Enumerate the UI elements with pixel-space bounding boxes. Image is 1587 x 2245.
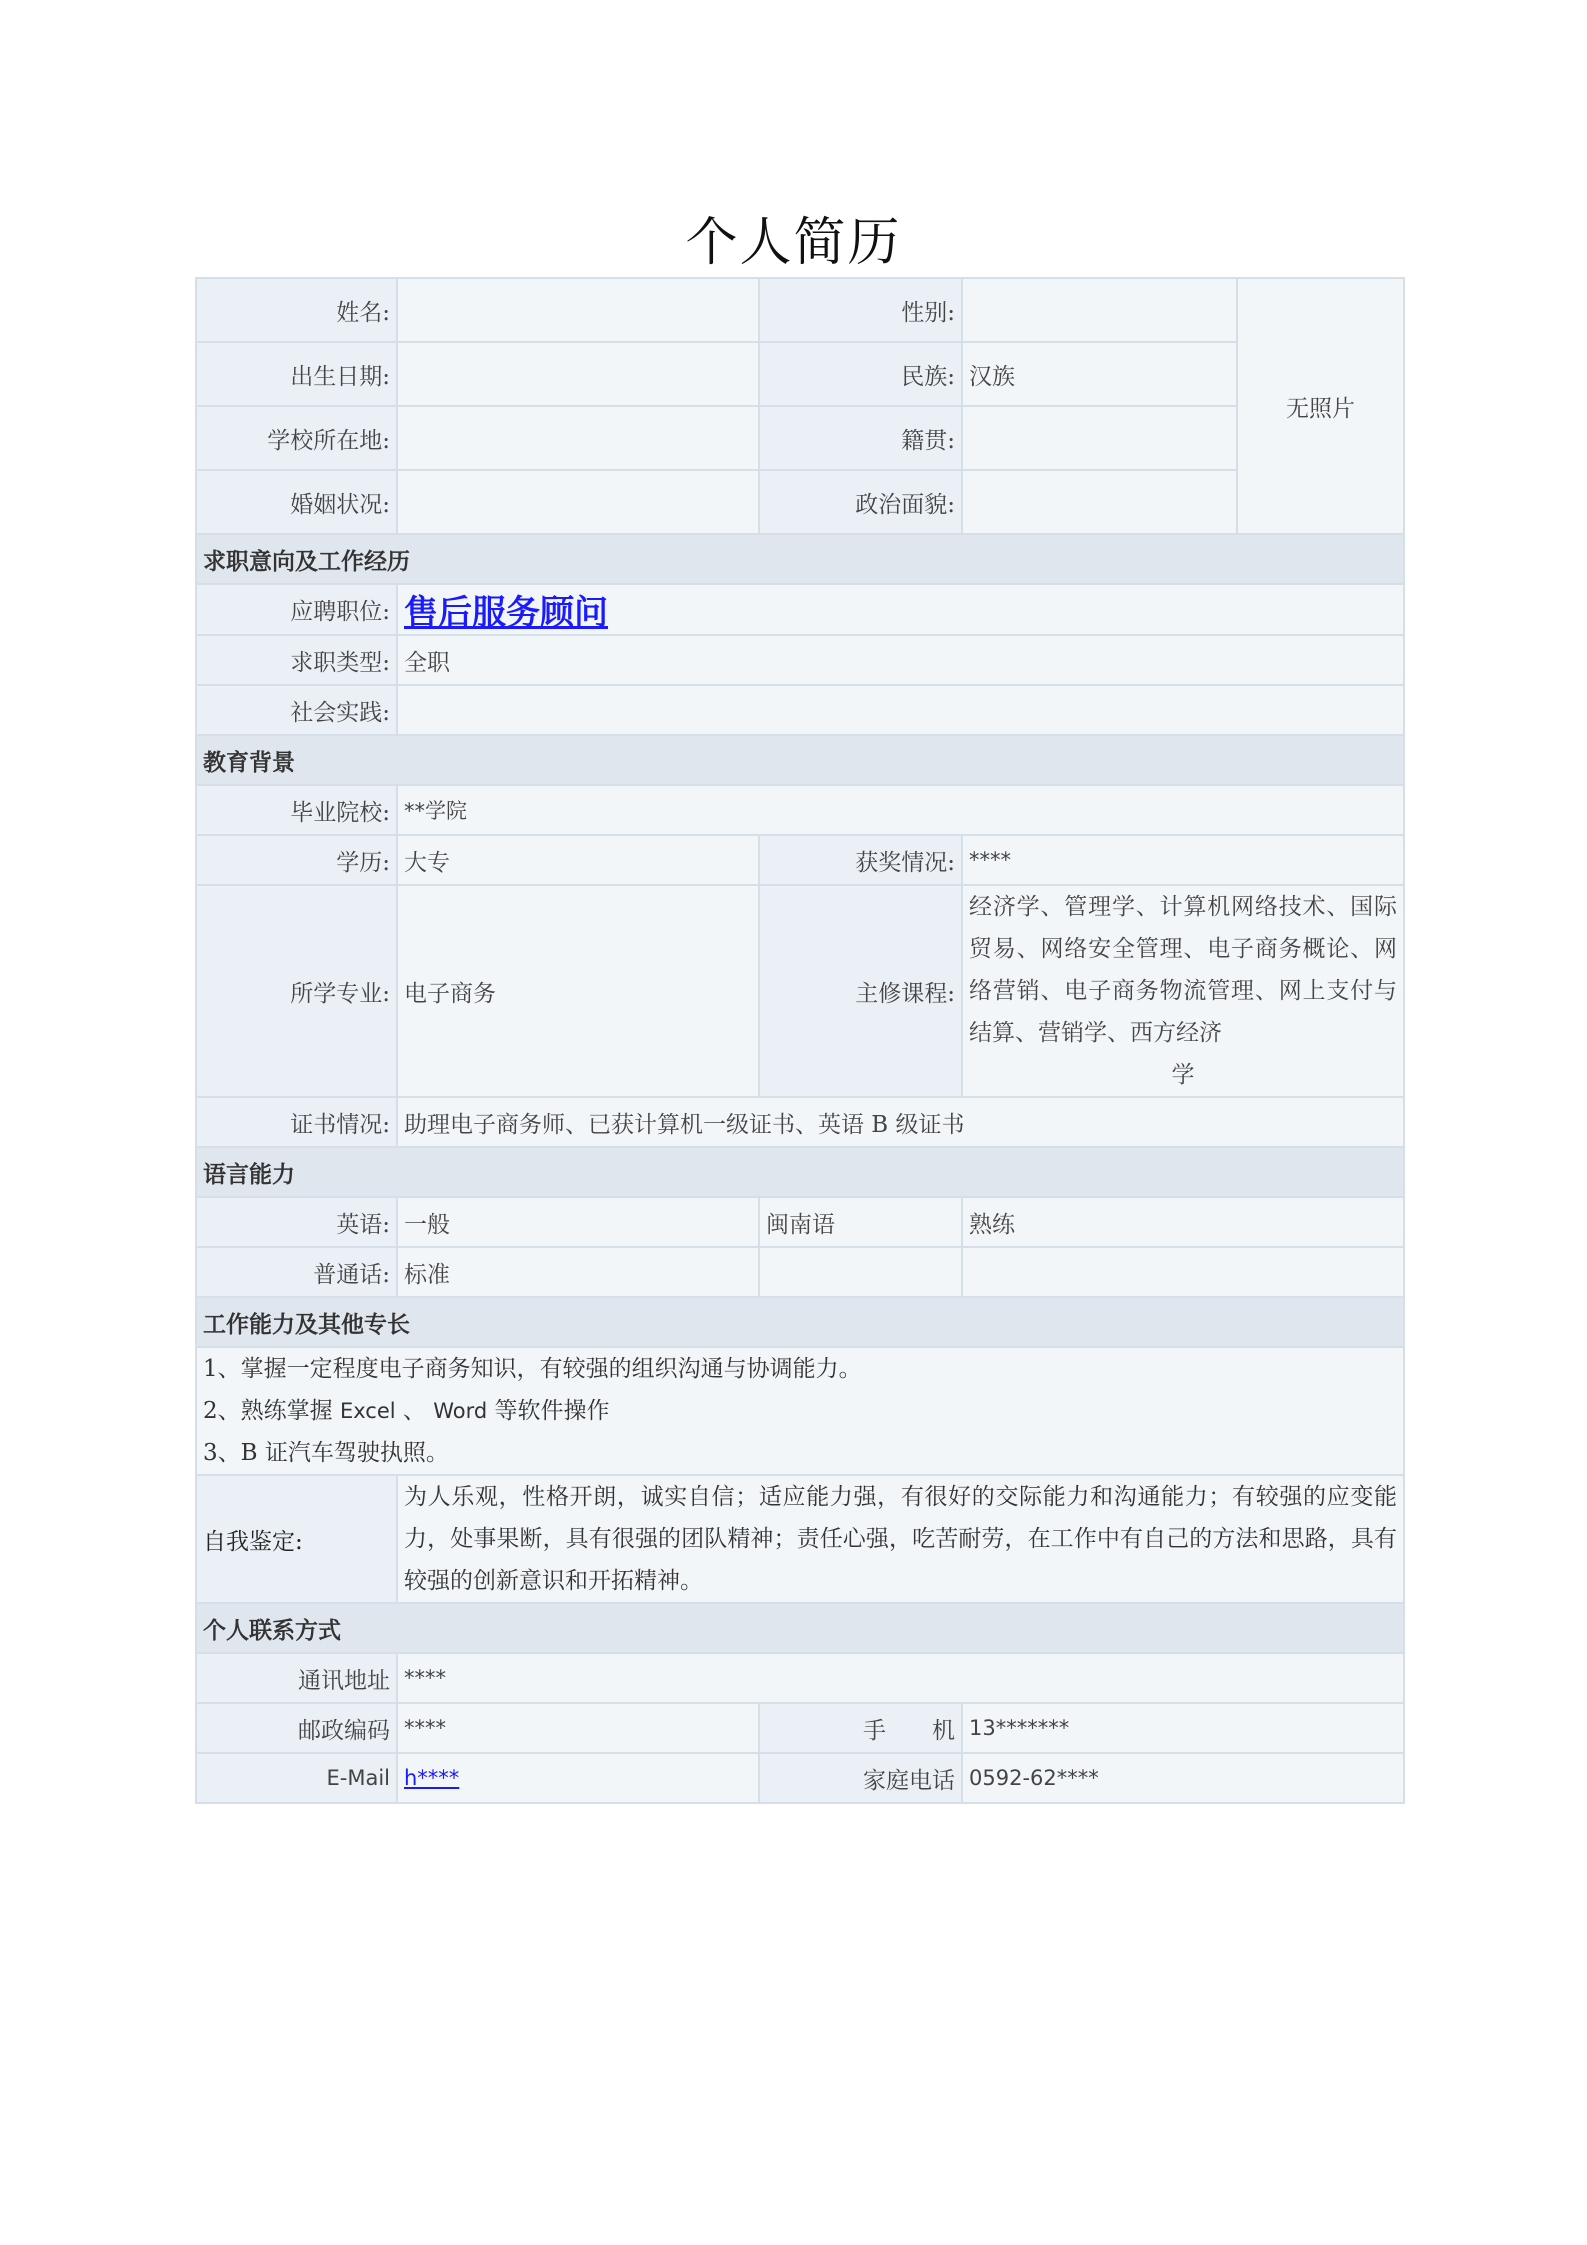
- row-school-location: [196, 406, 1404, 470]
- section-language: [196, 1147, 1404, 1197]
- address-label: 通讯地址: [196, 1653, 397, 1703]
- position-link[interactable]: 售后服务顾问: [404, 593, 608, 633]
- row-mandarin: [196, 1247, 1404, 1297]
- resume-table: [195, 277, 1405, 1804]
- row-school: [196, 785, 1404, 835]
- postcode-label: 邮政编码: [196, 1703, 397, 1753]
- name-label: 姓名:: [196, 278, 397, 342]
- home-phone-value: [962, 1753, 1404, 1803]
- courses-value: [962, 885, 1404, 1097]
- section-title-contact: 个人联系方式: [196, 1603, 1404, 1653]
- origin-label: 籍贯:: [759, 406, 962, 470]
- origin-value: [962, 406, 1237, 470]
- minnan-value: 熟练: [962, 1197, 1404, 1247]
- home-phone-value-text: 0592-62****: [969, 1766, 1099, 1790]
- name-value: [397, 278, 759, 342]
- school-value: [397, 785, 1404, 835]
- position-cell: [397, 584, 1404, 635]
- courses-text-tail: 学: [1171, 1062, 1195, 1088]
- self-evaluation-title: 自我鉴定: [203, 1528, 295, 1555]
- self-evaluation-label: [196, 1475, 397, 1603]
- row-english: [196, 1197, 1404, 1247]
- row-certificate: [196, 1097, 1404, 1147]
- section-title-language: 语言能力: [196, 1147, 1404, 1197]
- english-label: 英语:: [196, 1197, 397, 1247]
- section-title-job: 求职意向及工作经历: [196, 534, 1404, 584]
- position-label: 应聘职位:: [196, 584, 397, 635]
- skill-item-2-suffix: 等软件操作: [487, 1398, 610, 1424]
- skill-item-2-prefix: 2、熟练掌握: [203, 1398, 340, 1424]
- degree-label: 学历:: [196, 835, 397, 885]
- school-value-text: **学院: [404, 799, 467, 823]
- row-practice: [196, 685, 1404, 735]
- marital-value: [397, 470, 759, 534]
- mobile-value-text: 13*******: [969, 1716, 1070, 1740]
- section-skills: [196, 1297, 1404, 1347]
- practice-value: [397, 685, 1404, 735]
- postcode-value: [397, 1703, 759, 1753]
- ethnic-value: 汉族: [962, 342, 1237, 406]
- political-label: 政治面貌:: [759, 470, 962, 534]
- marital-label: 婚姻状况:: [196, 470, 397, 534]
- section-title-skills: 工作能力及其他专长: [196, 1297, 1404, 1347]
- email-label: [196, 1753, 397, 1803]
- school-label: 毕业院校:: [196, 785, 397, 835]
- row-job-type: [196, 635, 1404, 685]
- empty-cell-b: [962, 1247, 1404, 1297]
- award-value: [962, 835, 1404, 885]
- skills-list: [196, 1347, 1404, 1475]
- empty-cell-a: [759, 1247, 962, 1297]
- major-value: 电子商务: [397, 885, 759, 1097]
- mobile-label: 手 机: [759, 1703, 962, 1753]
- row-self-evaluation: [196, 1475, 1404, 1603]
- award-value-text: ****: [969, 848, 1011, 872]
- row-name: [196, 278, 1404, 342]
- degree-value: 大专: [397, 835, 759, 885]
- courses-text: 经济学、管理学、计算机网络技术、国际贸易、网络安全管理、电子商务概论、网络营销、电子商务物流管理、网上支付与结算、营销学、西方经济: [969, 894, 1397, 1046]
- email-value: [397, 1753, 759, 1803]
- minnan-label: 闽南语: [759, 1197, 962, 1247]
- birth-value: [397, 342, 759, 406]
- practice-label: 社会实践:: [196, 685, 397, 735]
- skill-item-2: [203, 1390, 1397, 1432]
- address-value: [397, 1653, 1404, 1703]
- row-skills: [196, 1347, 1404, 1475]
- skill-item-1: 1、掌握一定程度电子商务知识，有较强的组织沟通与协调能力。: [203, 1356, 862, 1382]
- section-education: [196, 735, 1404, 785]
- courses-label: 主修课程:: [759, 885, 962, 1097]
- email-label-text: E-Mail: [326, 1766, 390, 1790]
- section-job: [196, 534, 1404, 584]
- row-marital: [196, 470, 1404, 534]
- job-type-label: 求职类型:: [196, 635, 397, 685]
- award-label: 获奖情况:: [759, 835, 962, 885]
- gender-value: [962, 278, 1237, 342]
- certificate-value: 助理电子商务师、已获计算机一级证书、英语 B 级证书: [397, 1097, 1404, 1147]
- skill-excel: Excel: [339, 1399, 396, 1423]
- page-title: 个人简历: [685, 213, 902, 273]
- skill-item-2-sep: 、: [395, 1398, 434, 1424]
- certificate-label: 证书情况:: [196, 1097, 397, 1147]
- photo-placeholder: 无照片: [1237, 278, 1404, 534]
- section-contact: [196, 1603, 1404, 1653]
- political-value: [962, 470, 1237, 534]
- skill-word: Word: [433, 1399, 488, 1423]
- self-evaluation-text: 为人乐观，性格开朗，诚实自信；适应能力强，有很好的交际能力和沟通能力；有较强的应变能力，处事果断，具有很强的团队精神；责任心强，吃苦耐劳，在工作中有自己的方法和思路，具有较强的创新意识和开拓精神。: [397, 1475, 1404, 1603]
- self-evaluation-colon: :: [295, 1528, 303, 1555]
- job-type-value: 全职: [397, 635, 1404, 685]
- mandarin-label: 普通话:: [196, 1247, 397, 1297]
- mandarin-value: 标准: [397, 1247, 759, 1297]
- row-email: [196, 1753, 1404, 1803]
- ethnic-label: 民族:: [759, 342, 962, 406]
- row-postcode: [196, 1703, 1404, 1753]
- mobile-value: [962, 1703, 1404, 1753]
- row-birth: [196, 342, 1404, 406]
- email-link[interactable]: h****: [404, 1766, 460, 1790]
- row-position: [196, 584, 1404, 635]
- section-title-education: 教育背景: [196, 735, 1404, 785]
- birth-label: 出生日期:: [196, 342, 397, 406]
- row-degree: [196, 835, 1404, 885]
- address-value-text: ****: [404, 1666, 446, 1690]
- major-label: 所学专业:: [196, 885, 397, 1097]
- english-value: 一般: [397, 1197, 759, 1247]
- home-phone-label: 家庭电话: [759, 1753, 962, 1803]
- row-major: [196, 885, 1404, 1097]
- skill-item-3: 3、B 证汽车驾驶执照。: [203, 1440, 449, 1466]
- school-location-label: 学校所在地:: [196, 406, 397, 470]
- row-address: [196, 1653, 1404, 1703]
- gender-label: 性别:: [759, 278, 962, 342]
- school-location-value: [397, 406, 759, 470]
- postcode-value-text: ****: [404, 1716, 446, 1740]
